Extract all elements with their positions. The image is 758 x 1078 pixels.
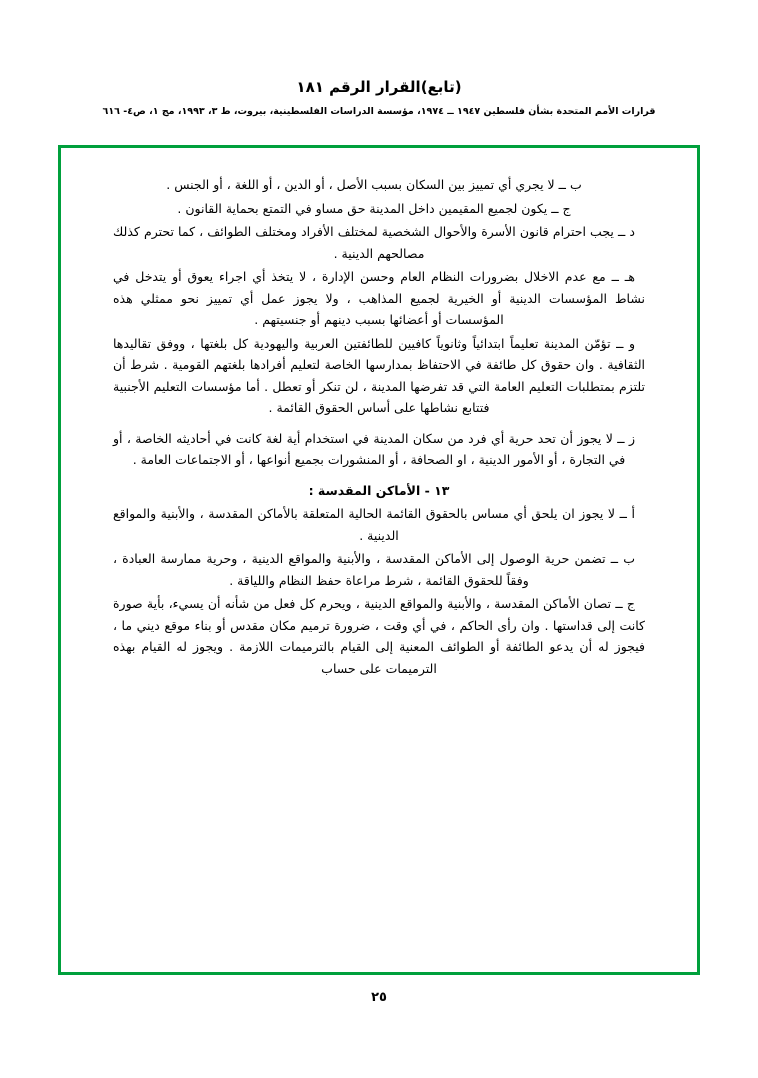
page-title: (تابع)القرار الرقم ١٨١ bbox=[296, 78, 462, 96]
document-header bbox=[0, 78, 758, 117]
body-paragraph: ب ــ لا يجري أي تمييز بين السكان بسبب الأصل ، أو الدين ، أو اللغة ، أو الجنس . bbox=[166, 177, 582, 192]
body-paragraph: ج ــ يكون لجميع المقيمين داخل المدينة حق مساو في التمتع بحماية القانون . bbox=[177, 200, 571, 216]
source-citation: قرارات الأمم المتحدة بشأن فلسطين ١٩٤٧ ــ ١٩٧٤، مؤسسة الدراسات الفلسطينية، بيروت، ط ٣، ١٩٩٣، مج ١، ص٤- ٦١٦ bbox=[102, 106, 656, 117]
body-paragraph: و ــ تؤمّن المدينة تعليماً ابتدائياً وثانوياً كافيين للطائفتين العربية واليهودية كل بلغتها ، ووفق تقاليدها الثقافية . وان حقوق كل طائفة في الاحتفاظ بمدارسها الخاصة لتعليم أفرادها بلغتهم القومية . شرط أن تلتزم بمتطلبات التعليم العامة التي قد تفرضها المدينة ، لن تنكر أو تعطل . أما مؤسسات التعليم الأجنبية فتتابع نشاطها على أساس الحقوق القائمة . bbox=[113, 335, 645, 415]
section-paragraph: ب ــ تضمن حرية الوصول إلى الأماكن المقدسة ، والأبنية والمواقع الدينية ، وحرية ممارسة العبادة ، وفقاً للحقوق القائمة ، شرط مراعاة حفظ النظام واللياقة . bbox=[113, 551, 635, 588]
content-frame bbox=[58, 145, 700, 975]
section-heading: ١٣ - الأماكن المقدسة : bbox=[308, 482, 450, 498]
body-paragraph: هـ ــ مع عدم الاخلال بضرورات النظام العام وحسن الإدارة ، لا يتخذ أي اجراء يعوق أو يتدخل في نشاط المؤسسات الدينية أو الخيرية لجميع المذاهب ، ولا يجوز عمل أي تمييز نحو ممثلي هذه المؤسسات أو أعضائها بسبب دينهم أو جنسيتهم . bbox=[113, 269, 645, 327]
body-paragraph: ز ــ لا يجوز أن تحد حرية أي فرد من سكان المدينة في استخدام أية لغة كانت في أحاديثه الخاصة ، أو في التجارة ، أو الأمور الدينية ، او الصحافة ، أو المنشورات بجميع أنواعها ، أو الاجتماعات العامة . bbox=[113, 430, 635, 467]
document-body bbox=[113, 174, 645, 952]
section-paragraph: ج ــ تصان الأماكن المقدسة ، والأبنية والمواقع الدينية ، ويحرم كل فعل من شأنه أن يسيء، بأية صورة كانت إلى قداستها . وان رأى الحاكم ، في أي وقت ، ضرورة ترميم مكان مقدس أو بناء موقع ديني ما ، فيجوز له أن يدعو الطائفة أو الطوائف المعنية إلى القيام بالترميمات اللازمة . ويجوز له القيام بهذه الترميمات على حساب bbox=[113, 596, 645, 676]
page-number: ٢٥ bbox=[371, 990, 387, 1005]
body-paragraph: د ــ يجب احترام قانون الأسرة والأحوال الشخصية لمختلف الأفراد ومختلف الطوائف ، كما تحترم كذلك مصالحهم الدينية . bbox=[113, 224, 635, 261]
section-paragraph: أ ــ لا يجوز ان يلحق أي مساس بالحقوق القائمة الحالية المتعلقة بالأماكن المقدسة ، والأبنية والمواقع الدينية . bbox=[113, 506, 635, 543]
